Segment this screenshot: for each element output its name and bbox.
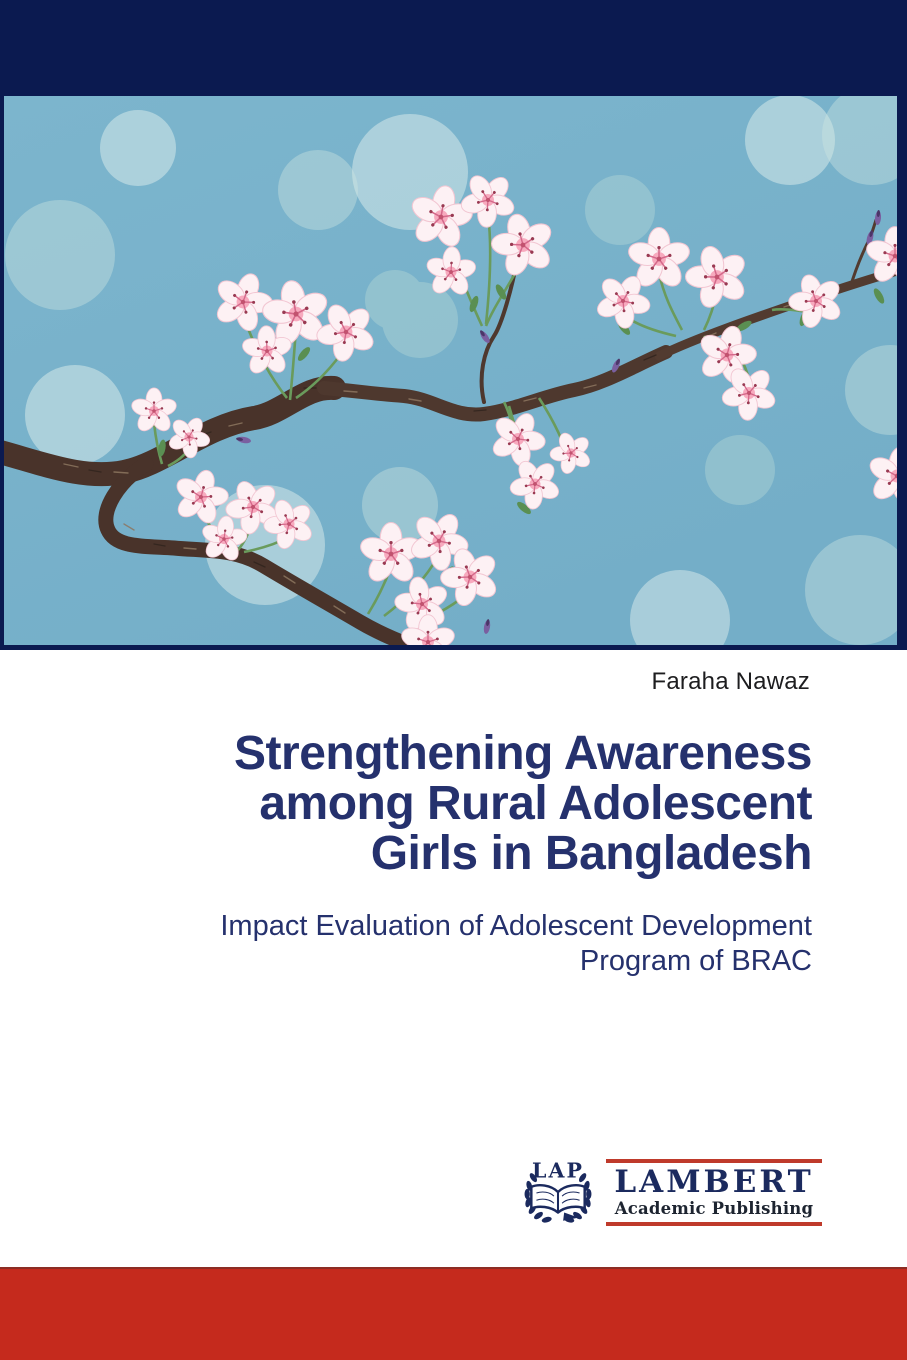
book-title [40,729,812,879]
red-rule-top [606,1159,822,1163]
lap-emblem-text: LAP [532,1158,584,1183]
subtitle-line-1: Impact Evaluation of Adolescent Development [220,910,812,942]
lap-emblem-icon [519,1155,597,1229]
publisher-logo [519,1155,822,1229]
bottom-bar [0,1267,907,1360]
book-subtitle [40,909,812,979]
publisher-wordmark [606,1159,822,1226]
publisher-tagline: Academic Publishing [614,1198,814,1218]
red-rule-bottom [606,1222,822,1226]
publisher-name: LAMBERT [614,1163,814,1200]
title-line-3: Girls in Bangladesh [370,827,812,880]
top-bar [0,0,907,650]
title-line-1: Strengthening Awareness [234,727,812,780]
author-name: Faraha Nawaz [651,668,810,695]
subtitle-line-2: Program of BRAC [579,945,812,977]
cherry-blossom-illustration [4,96,897,645]
title-line-2: among Rural Adolescent [259,777,812,830]
